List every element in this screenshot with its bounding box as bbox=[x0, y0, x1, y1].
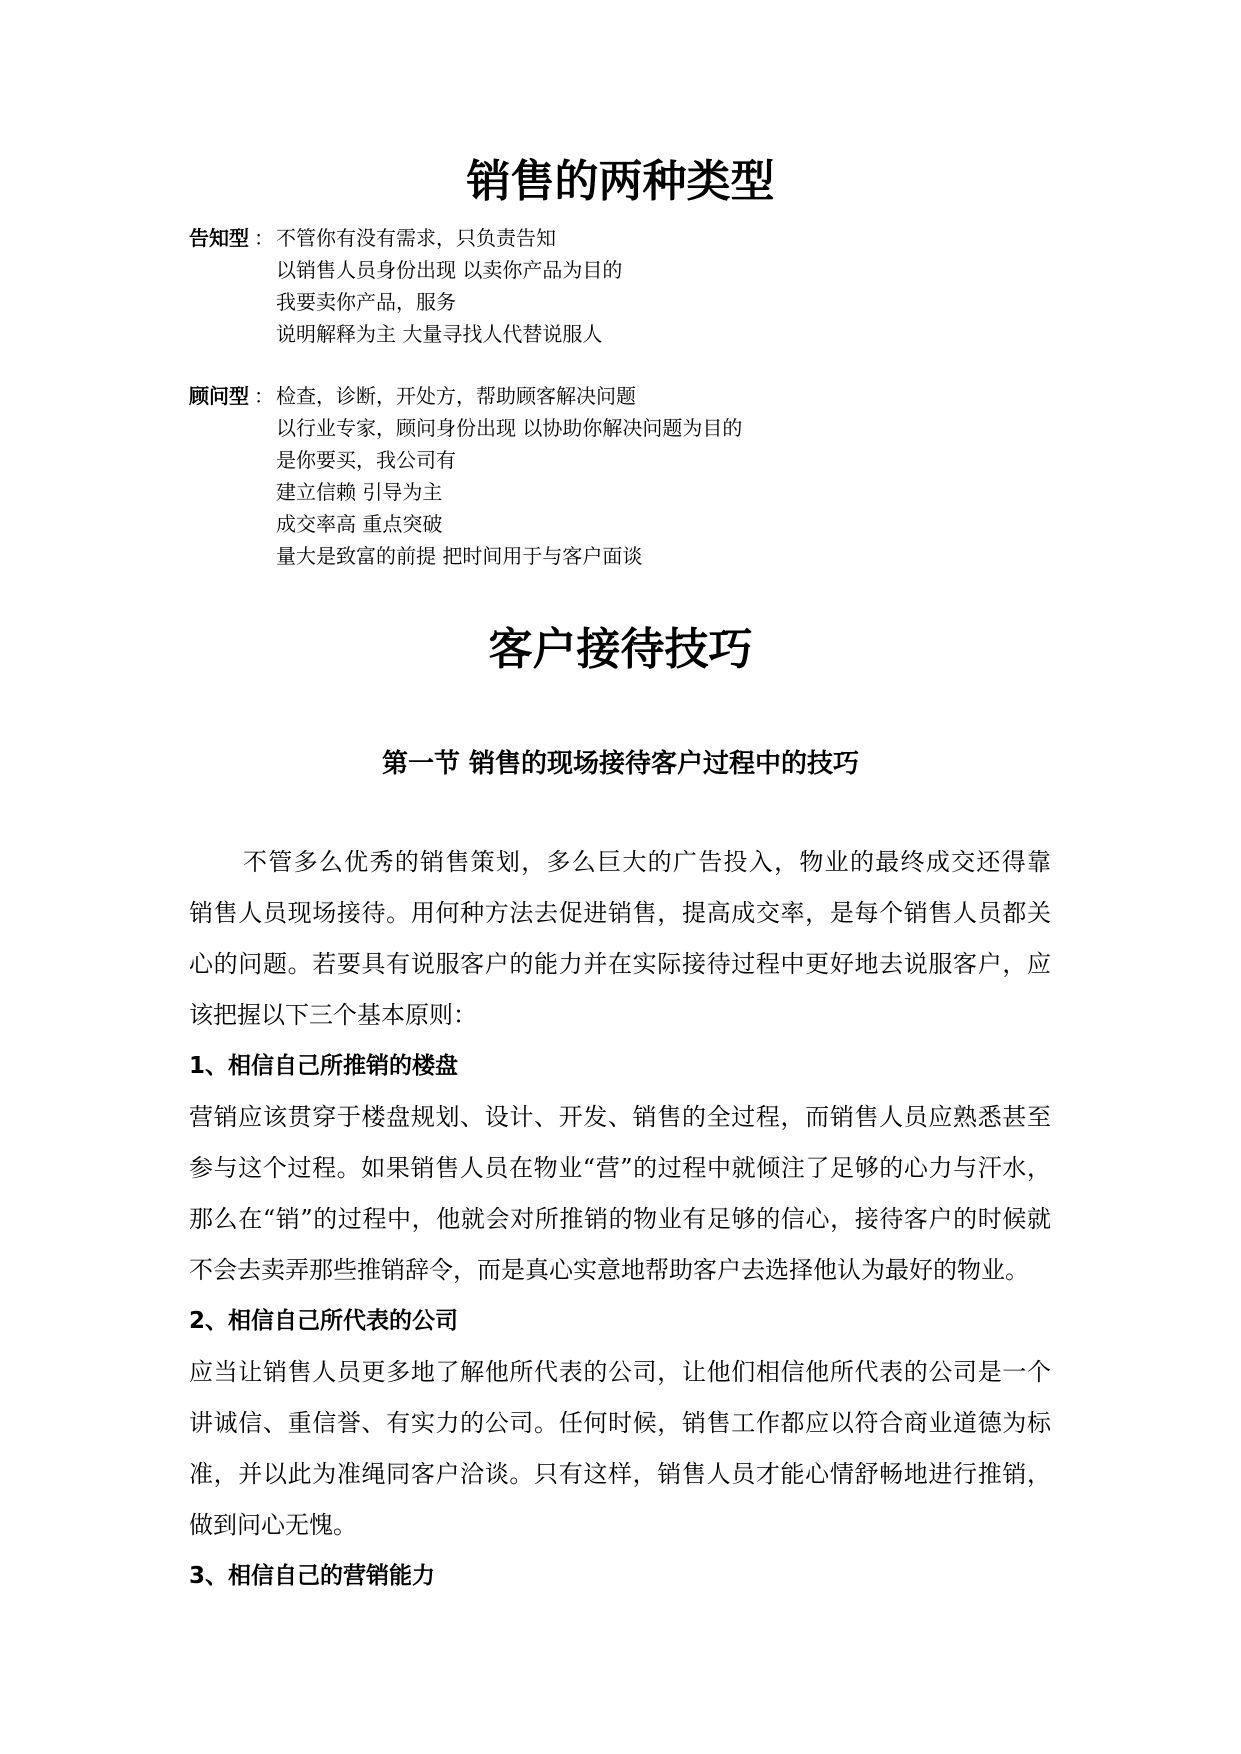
type-label: 顾问型 bbox=[189, 384, 249, 408]
principle-heading: 1、相信自己所推销的楼盘 bbox=[189, 1053, 459, 1079]
paragraph-line: 那么在“销”的过程中，他就会对所推销的物业有足够的信心，接待客户的时候就 bbox=[189, 1205, 1051, 1233]
title-reception-skills: 客户接待技巧 bbox=[488, 624, 753, 675]
type-line: 不管你有没有需求，只负责告知 bbox=[276, 226, 556, 250]
paragraph-line: 应当让销售人员更多地了解他所代表的公司，让他们相信他所代表的公司是一个 bbox=[189, 1358, 1051, 1386]
paragraph-line: 不会去卖弄那些推销辞令，而是真心实意地帮助客户去选择他认为最好的物业。 bbox=[189, 1256, 1029, 1284]
paragraph-line: 心的问题。若要具有说服客户的能力并在实际接待过程中更好地去说服客户，应 bbox=[189, 950, 1051, 978]
paragraph-line: 营销应该贯穿于楼盘规划、设计、开发、销售的全过程，而销售人员应熟悉甚至 bbox=[189, 1103, 1051, 1131]
type-colon: ： bbox=[254, 384, 274, 408]
type-line: 建立信赖 引导为主 bbox=[276, 480, 443, 504]
type-line: 说明解释为主 大量寻找人代替说服人 bbox=[276, 322, 603, 346]
paragraph-line: 准，并以此为准绳同客户洽谈。只有这样，销售人员才能心情舒畅地进行推销， bbox=[189, 1460, 1051, 1488]
type-line: 成交率高 重点突破 bbox=[276, 512, 443, 536]
paragraph-line: 不管多么优秀的销售策划，多么巨大的广告投入，物业的最终成交还得靠 bbox=[243, 848, 1051, 876]
paragraph-line: 销售人员现场接待。用何种方法去促进销售，提高成交率，是每个销售人员都关 bbox=[189, 899, 1051, 927]
type-line: 以行业专家，顾问身份出现 以协助你解决问题为目的 bbox=[276, 416, 743, 440]
type-line: 是你要买，我公司有 bbox=[276, 448, 456, 472]
type-label: 告知型 bbox=[189, 226, 249, 250]
paragraph-line: 参与这个过程。如果销售人员在物业“营”的过程中就倾注了足够的心力与汗水， bbox=[189, 1154, 1051, 1182]
type-line: 我要卖你产品，服务 bbox=[276, 290, 456, 314]
type-line: 检查，诊断，开处方，帮助顾客解决问题 bbox=[276, 384, 636, 408]
type-line: 以销售人员身份出现 以卖你产品为目的 bbox=[276, 258, 623, 282]
type-line: 量大是致富的前提 把时间用于与客户面谈 bbox=[276, 544, 643, 568]
principle-heading: 3、相信自己的营销能力 bbox=[189, 1563, 436, 1589]
principle-heading: 2、相信自己所代表的公司 bbox=[189, 1308, 459, 1334]
type-colon: ： bbox=[254, 226, 274, 250]
paragraph-line: 做到问心无愧。 bbox=[189, 1511, 357, 1539]
title-sales-types: 销售的两种类型 bbox=[466, 156, 775, 207]
section-heading: 第一节 销售的现场接待客户过程中的技巧 bbox=[381, 749, 860, 779]
paragraph-line: 该把握以下三个基本原则： bbox=[189, 1001, 477, 1029]
paragraph-line: 讲诚信、重信誉、有实力的公司。任何时候，销售工作都应以符合商业道德为标 bbox=[189, 1409, 1051, 1437]
